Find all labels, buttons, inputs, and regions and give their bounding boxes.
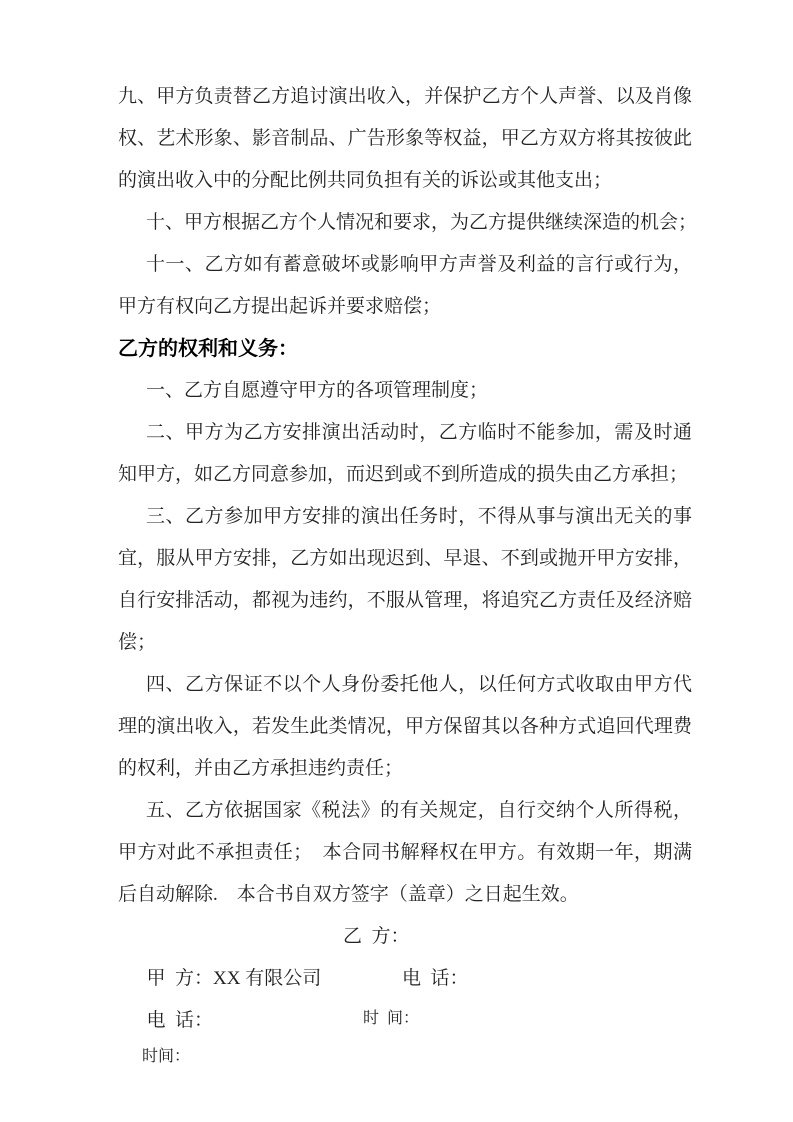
phone-a-label: 电 话： [146,1010,214,1031]
paragraph-line: 甲方有权向乙方提出起诉并要求赔偿； [118,296,442,317]
party-a-label: 甲 方： [146,968,214,989]
time-a-label: 时间： [142,1048,191,1065]
phone-b-label: 电 话： [402,968,469,989]
paragraph-line: 五、乙方依据国家《税法》的有关规定，自行交纳个人所得税， [146,800,692,821]
paragraph-line: 权、艺术形象、影音制品、广告形象等权益，甲乙方双方将其按彼此 [118,128,692,149]
paragraph-line: 二、甲方为乙方安排演出活动时，乙方临时不能参加，需及时通 [146,422,692,443]
paragraph-line: 的演出收入中的分配比例共同负担有关的诉讼或其他支出； [118,170,613,191]
section-heading: 乙方的权利和义务： [118,338,298,360]
time-b-label: 时 间： [363,1010,420,1027]
paragraph-line: 知甲方，如乙方同意参加，而迟到或不到所造成的损失由乙方承担； [118,464,689,485]
paragraph-line: 理的演出收入，若发生此类情况，甲方保留其以各种方式追回代理费 [118,716,692,737]
paragraph-line: 的权利，并由乙方承担违约责任； [118,758,404,779]
document-body [118,76,698,1065]
paragraph-line: 一、乙方自愿遵守甲方的各项管理制度； [146,380,489,401]
paragraph-line: 十、甲方根据乙方个人情况和要求，为乙方提供继续深造的机会； [146,212,698,233]
paragraph-line: 九、甲方负责替乙方追讨演出收入，并保护乙方个人声誉、以及肖像 [118,86,692,107]
contract-paragraphs [118,76,698,916]
paragraph-line: 三、乙方参加甲方安排的演出任务时，不得从事与演出无关的事 [146,506,692,527]
party-a-value: XX 有限公司 [213,968,322,989]
signature-time-row [118,1000,692,1065]
paragraph-line: 四、乙方保证不以个人身份委托他人，以任何方式收取由甲方代 [146,674,692,695]
party-b-label: 乙 方： [343,926,410,947]
paragraph-line: 自行安排活动，都视为违约，不服从管理，将追究乙方责任及经济赔 [118,590,692,611]
paragraph-line: 偿； [118,632,157,653]
paragraph-line: 宜，服从甲方安排，乙方如出现迟到、早退、不到或抛开甲方安排， [118,548,692,569]
paragraph-line: 甲方对此不承担责任； 本合同书解释权在甲方。有效期一年，期满 [118,842,692,863]
paragraph-line: 后自动解除. 本合书自双方签字（盖章）之日起生效。 [118,884,579,905]
paragraph-line: 十一、乙方如有蓄意破坏或影响甲方声誉及利益的言行或行为， [146,254,692,275]
